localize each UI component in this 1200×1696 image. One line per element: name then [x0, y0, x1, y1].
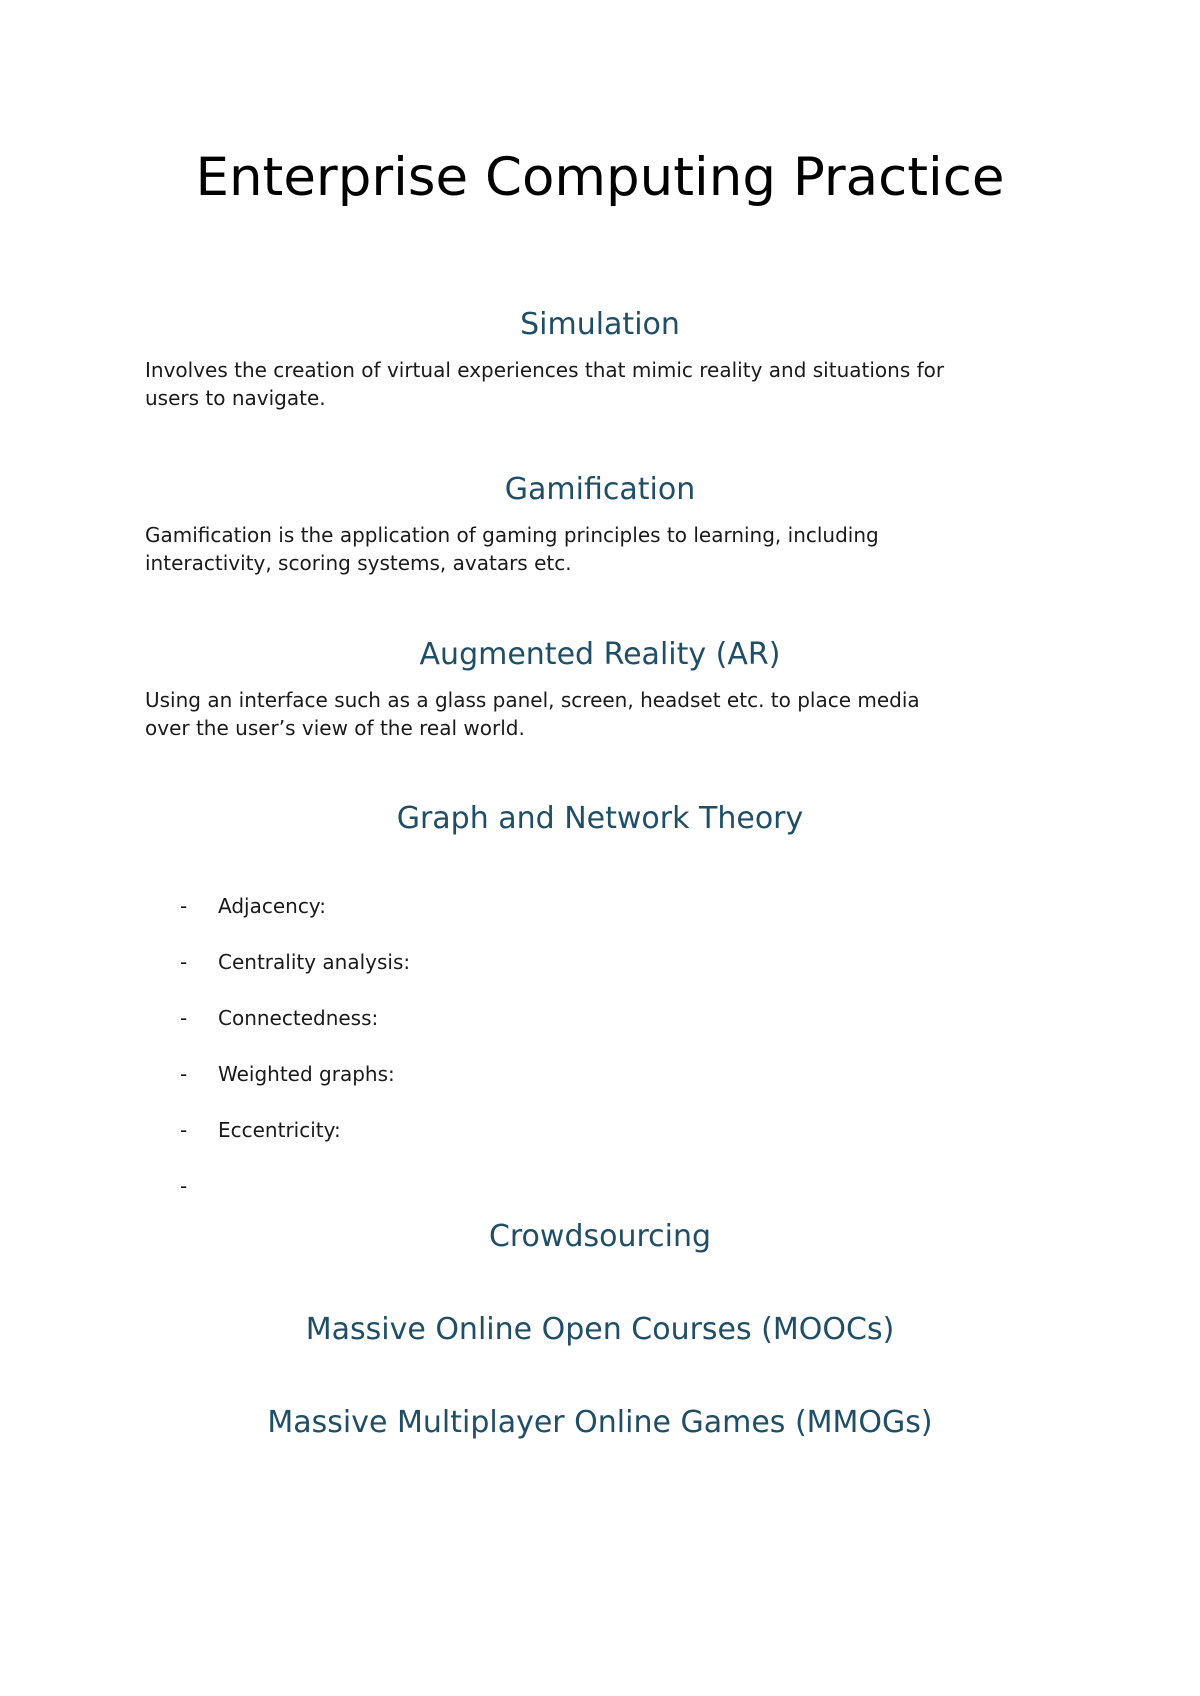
- bullet-dash: -: [180, 1062, 188, 1086]
- list-item-label: Centrality analysis:: [218, 950, 411, 974]
- section-heading-augmented-reality: Augmented Reality (AR): [419, 637, 781, 672]
- section-heading-gamification: Gamification: [504, 472, 696, 507]
- bullet-dash: -: [180, 1174, 188, 1198]
- section-heading-graph-network-theory: Graph and Network Theory: [396, 801, 804, 836]
- bullet-dash: -: [180, 894, 188, 918]
- list-item: [180, 948, 410, 1004]
- graph-theory-bullet-list: [180, 892, 410, 1228]
- section-heading-simulation: Simulation: [520, 307, 680, 342]
- list-item-label: Weighted graphs:: [218, 1062, 395, 1086]
- list-item: [180, 1004, 410, 1060]
- section-body-simulation: Involves the creation of virtual experiences that mimic reality and situations for users to navigate.: [145, 358, 945, 410]
- section-body-gamification: Gamification is the application of gaming principles to learning, including interactivity, scoring systems, avatars etc.: [145, 523, 879, 575]
- list-item: [180, 1116, 410, 1172]
- list-item-label: Connectedness:: [218, 1006, 379, 1030]
- bullet-dash: -: [180, 1006, 188, 1030]
- list-item: [180, 1060, 410, 1116]
- list-item-label: Eccentricity:: [218, 1118, 341, 1142]
- list-item-label: Adjacency:: [218, 894, 326, 918]
- bullet-dash: -: [180, 1118, 188, 1142]
- list-item: [180, 892, 410, 948]
- section-heading-crowdsourcing: Crowdsourcing: [488, 1219, 712, 1254]
- section-heading-mmogs: Massive Multiplayer Online Games (MMOGs): [267, 1405, 933, 1440]
- section-body-augmented-reality: Using an interface such as a glass panel, screen, headset etc. to place media over the user’s view of the real world.: [145, 688, 920, 740]
- page-title: Enterprise Computing Practice: [195, 147, 1005, 208]
- bullet-dash: -: [180, 950, 188, 974]
- section-heading-moocs: Massive Online Open Courses (MOOCs): [305, 1312, 895, 1347]
